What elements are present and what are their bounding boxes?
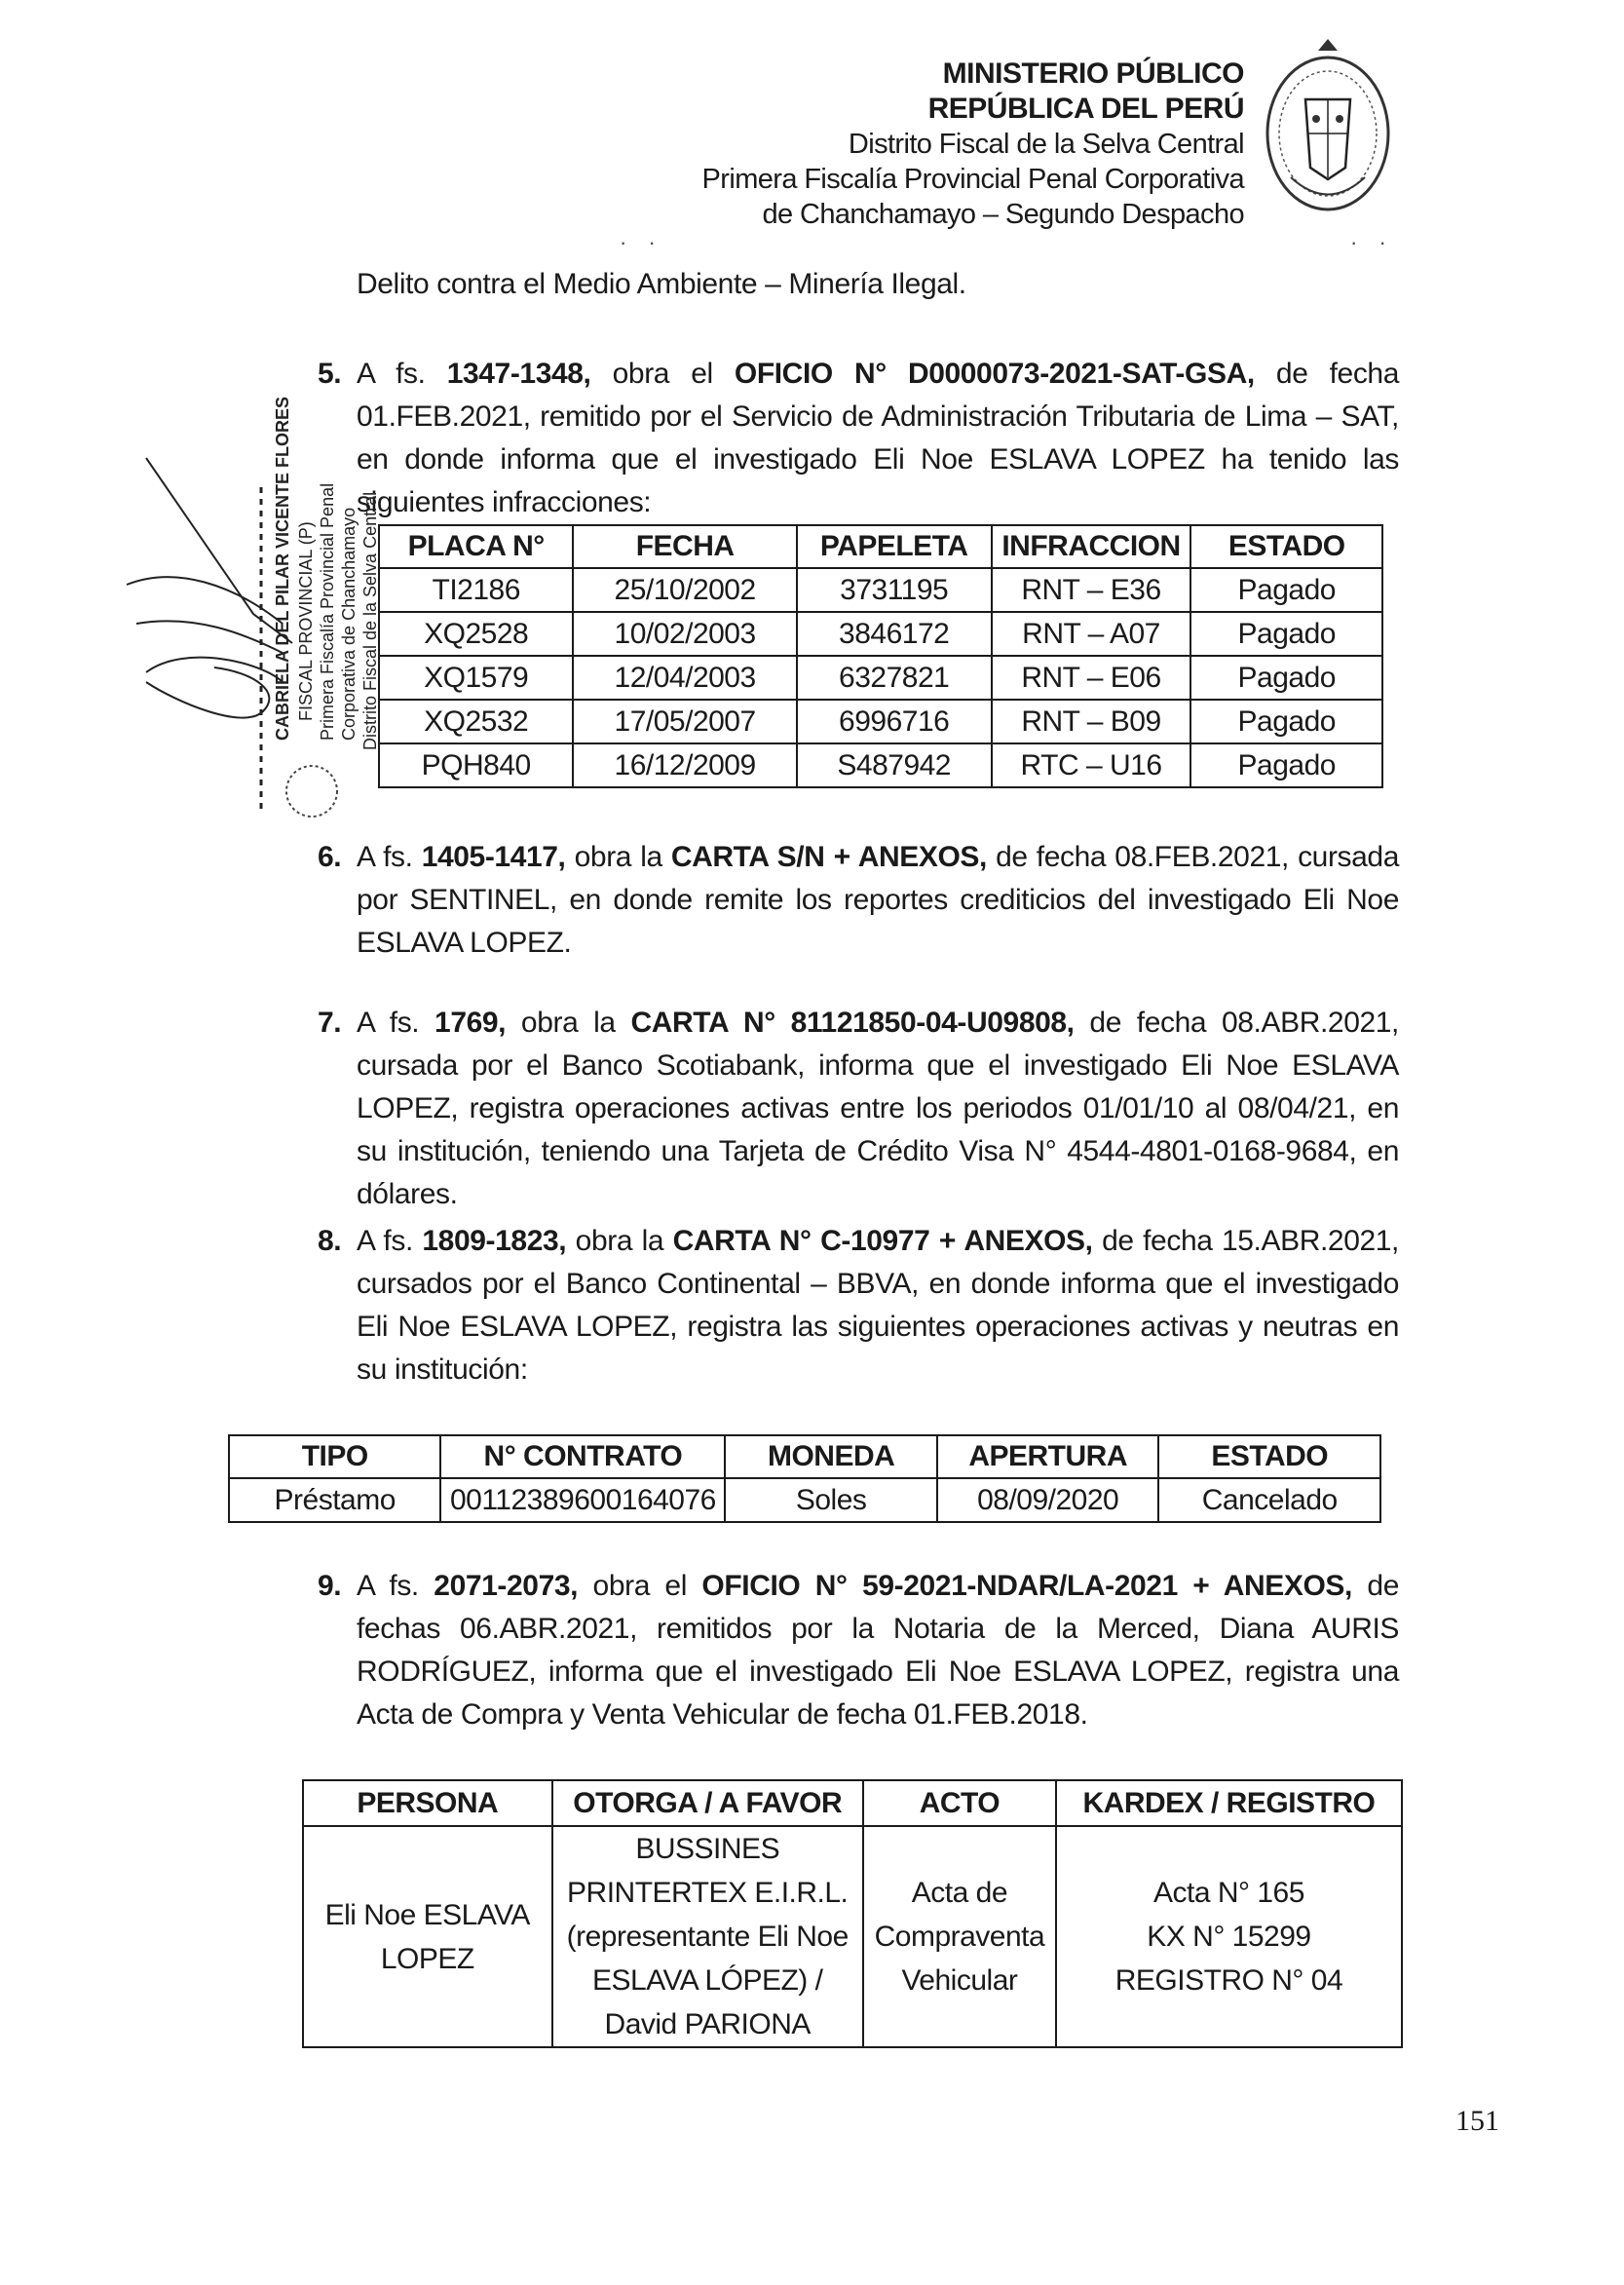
item-folio: 1405-1417,: [421, 841, 566, 873]
intro-line: Delito contra el Medio Ambiente – Minería Ilegal.: [357, 268, 966, 300]
list-item: [318, 1220, 1399, 1391]
column-header: PAPELETA: [797, 525, 992, 568]
item-folio: 2071-2073,: [434, 1570, 579, 1602]
table-cell: 08/09/2020: [937, 1478, 1159, 1522]
table-row: [379, 612, 1382, 656]
item-document-ref: OFICIO N° 59-2021-NDAR/LA-2021 + ANEXOS,: [701, 1570, 1352, 1602]
table-header-row: [379, 525, 1382, 568]
cell-line: Acta de: [911, 1877, 1008, 1909]
column-header: MONEDA: [725, 1435, 936, 1478]
table-cell: Pagado: [1190, 743, 1382, 787]
list-item: [318, 1002, 1399, 1216]
table-cell: RNT – B09: [992, 700, 1191, 743]
letterhead-line-4: Primera Fiscalía Provincial Penal Corporativa: [701, 164, 1244, 195]
item-number: 5.: [318, 358, 342, 390]
item-number: 8.: [318, 1225, 342, 1257]
signature-stamp: [117, 396, 390, 857]
column-header: FECHA: [573, 525, 796, 568]
table-row: [379, 700, 1382, 743]
stamp-line-2: FISCAL PROVINCIAL (P): [296, 521, 316, 721]
cell-line: Vehicular: [901, 1964, 1018, 1997]
letterhead-line-1: MINISTERIO PÚBLICO: [942, 57, 1244, 90]
item-document-ref: CARTA N° C-10977 + ANEXOS,: [672, 1225, 1093, 1257]
table-cell: Pagado: [1190, 700, 1382, 743]
table-cell: 10/02/2003: [573, 612, 796, 656]
item-text: A fs.: [357, 1225, 423, 1257]
item-document-ref: OFICIO N° D0000073-2021-SAT-GSA,: [734, 358, 1255, 390]
table-row: [379, 568, 1382, 612]
list-item: [318, 353, 1399, 524]
table-cell: RNT – E36: [992, 568, 1191, 612]
stamp-line-1: CABRIELA DEL PILAR VICENTE FLORES: [273, 396, 292, 741]
bank-operations-table: [228, 1434, 1381, 1523]
table-row: [229, 1478, 1380, 1522]
letterhead: [702, 57, 1244, 232]
cell-line: KX N° 15299: [1147, 1921, 1311, 1953]
table-cell: Pagado: [1190, 612, 1382, 656]
column-header: PLACA N°: [379, 525, 573, 568]
table-cell: S487942: [797, 743, 992, 787]
column-header: APERTURA: [937, 1435, 1159, 1478]
letterhead-line-3: Distrito Fiscal de la Selva Central: [848, 129, 1244, 160]
table-cell: XQ2528: [379, 612, 573, 656]
column-header: ESTADO: [1158, 1435, 1380, 1478]
cell-line: Compraventa: [874, 1921, 1045, 1953]
table-cell: [863, 1826, 1056, 2047]
notary-table: [302, 1779, 1403, 2048]
cell-line: (representante Eli Noe: [566, 1921, 849, 1953]
table-cell: TI2186: [379, 568, 573, 612]
item-text: A fs.: [357, 358, 447, 390]
item-text: de fecha 08.ABR.2021, cursada por el Banco Scotiabank, informa que el investigado Eli Noe ESLAVA LOPEZ, registra operaciones activas entre los periodos 01/01/10 al 08/04/21, en su institución, teniendo una Tarjeta de Crédito Visa N° 4544-4801-0168-9684, en dólares.: [357, 1007, 1399, 1210]
table-cell: 6996716: [797, 700, 992, 743]
table-cell: 3846172: [797, 612, 992, 656]
page-number: 151: [1455, 2105, 1499, 2137]
item-text: A fs.: [357, 841, 422, 873]
column-header: TIPO: [229, 1435, 440, 1478]
item-text: de fecha 01.FEB.2021, remitido por el Servicio de Administración Tributaria de Lima – SAT, en donde informa que el investigado Eli Noe ESLAVA LOPEZ ha tenido las siguientes infracciones:: [357, 358, 1399, 518]
cell-line: Eli Noe ESLAVA: [324, 1898, 530, 1931]
cell-line: REGISTRO N° 04: [1114, 1964, 1343, 1997]
table-row: [379, 743, 1382, 787]
table-cell: Soles: [725, 1478, 936, 1522]
item-document-ref: CARTA N° 81121850-04-U09808,: [630, 1007, 1075, 1039]
item-text: de fechas 06.ABR.2021, remitidos por la Notaria de la Merced, Diana AURIS RODRÍGUEZ, informa que el investigado Eli Noe ESLAVA LOPEZ, registra una Acta de Compra y Venta Vehicular de fecha 01.FEB.2018.: [357, 1570, 1399, 1731]
list-item: [318, 836, 1399, 965]
cell-line: David PARIONA: [604, 2008, 811, 2040]
column-header: ACTO: [863, 1780, 1056, 1826]
table-header-row: [229, 1435, 1380, 1478]
stamp-line-3: Primera Fiscalía Provincial Penal: [318, 482, 337, 741]
table-cell: Pagado: [1190, 656, 1382, 700]
table-row: [379, 656, 1382, 700]
table-cell: RNT – E06: [992, 656, 1191, 700]
table-row: [303, 1826, 1402, 2047]
list-item: [318, 1565, 1399, 1736]
table-cell: [552, 1826, 863, 2047]
table-cell: 3731195: [797, 568, 992, 612]
item-text: A fs.: [357, 1007, 435, 1039]
column-header: PERSONA: [303, 1780, 552, 1826]
item-text: A fs.: [357, 1570, 434, 1602]
official-seal-icon: [1252, 31, 1398, 226]
table-cell: RNT – A07: [992, 612, 1191, 656]
infractions-table: [378, 524, 1383, 788]
table-cell: XQ1579: [379, 656, 573, 700]
table-cell: [1056, 1826, 1402, 2047]
cell-line: LOPEZ: [380, 1942, 474, 1975]
stamp-line-5: Distrito Fiscal de la Selva Central: [360, 491, 380, 750]
item-text: de fecha 08.FEB.2021, cursada por SENTINEL, en donde remite los reportes crediticios del investigado Eli Noe ESLAVA LOPEZ.: [357, 841, 1399, 959]
item-text: obra el: [578, 1570, 702, 1602]
letterhead-line-5: de Chanchamayo – Segundo Despacho: [762, 199, 1244, 230]
table-cell: RTC – U16: [992, 743, 1191, 787]
decorative-dots: · ·: [620, 230, 663, 254]
item-folio: 1347-1348,: [446, 358, 591, 390]
item-number: 6.: [318, 841, 342, 873]
table-cell: 17/05/2007: [573, 700, 796, 743]
column-header: OTORGA / A FAVOR: [552, 1780, 863, 1826]
item-text: de fecha 15.ABR.2021, cursados por el Banco Continental – BBVA, en donde informa que el investigado Eli Noe ESLAVA LOPEZ, registra las siguientes operaciones activas y neutras en su institución:: [357, 1225, 1399, 1386]
table-cell: 6327821: [797, 656, 992, 700]
column-header: ESTADO: [1190, 525, 1382, 568]
table-cell: 25/10/2002: [573, 568, 796, 612]
column-header: N° CONTRATO: [440, 1435, 725, 1478]
table-cell: [303, 1826, 552, 2047]
table-header-row: [303, 1780, 1402, 1826]
item-folio: 1809-1823,: [422, 1225, 567, 1257]
table-cell: XQ2532: [379, 700, 573, 743]
stamp-line-4: Corporativa de Chanchamayo: [339, 507, 359, 741]
cell-line: PRINTERTEX E.I.R.L.: [567, 1877, 849, 1909]
table-cell: PQH840: [379, 743, 573, 787]
letterhead-line-2: REPÚBLICA DEL PERÚ: [927, 93, 1244, 125]
cell-line: ESLAVA LÓPEZ) /: [591, 1964, 823, 1997]
item-document-ref: CARTA S/N + ANEXOS,: [670, 841, 987, 873]
cell-line: Acta N° 165: [1152, 1877, 1304, 1909]
column-header: INFRACCION: [992, 525, 1191, 568]
table-cell: Préstamo: [229, 1478, 440, 1522]
table-cell: Cancelado: [1158, 1478, 1380, 1522]
item-number: 9.: [318, 1570, 342, 1602]
item-text: obra la: [506, 1007, 631, 1039]
table-cell: 12/04/2003: [573, 656, 796, 700]
item-text: obra la: [566, 1225, 673, 1257]
cell-line: BUSSINES: [635, 1833, 780, 1865]
decorative-dots: · ·: [1350, 230, 1394, 254]
item-folio: 1769,: [434, 1007, 507, 1039]
item-text: obra el: [590, 358, 735, 390]
table-cell: Pagado: [1190, 568, 1382, 612]
table-cell: 16/12/2009: [573, 743, 796, 787]
table-cell: 00112389600164076: [440, 1478, 725, 1522]
item-text: obra la: [565, 841, 671, 873]
column-header: KARDEX / REGISTRO: [1056, 1780, 1402, 1826]
item-number: 7.: [318, 1007, 342, 1039]
